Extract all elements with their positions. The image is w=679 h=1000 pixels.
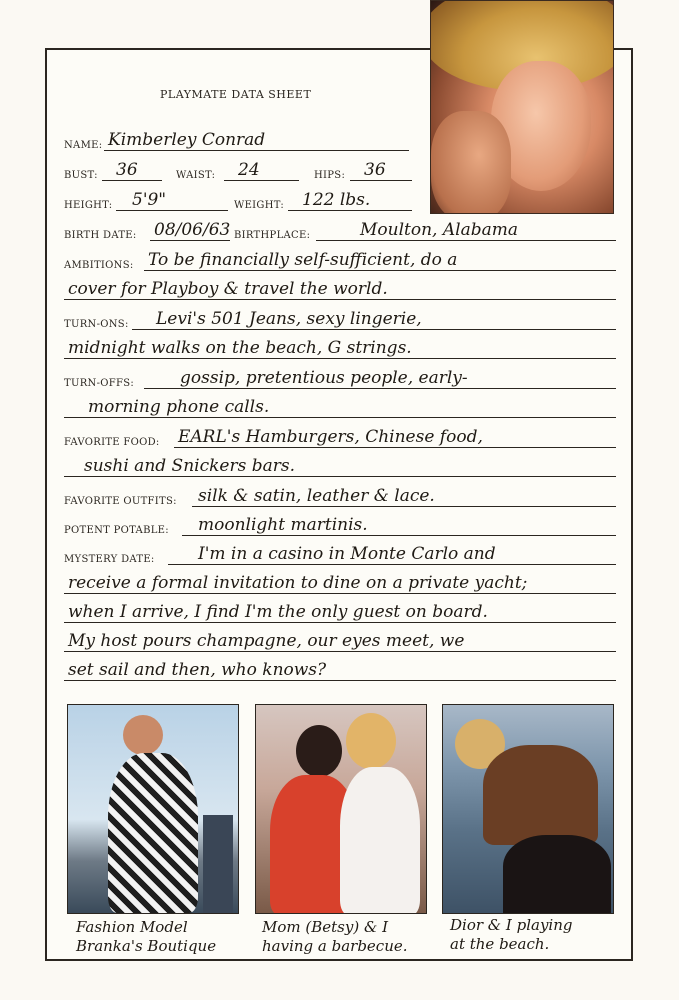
photo-fashion-model <box>67 704 239 914</box>
turn-ons-row <box>64 305 615 333</box>
caption-photo-2 <box>262 918 408 956</box>
mystery-date-row <box>64 540 615 568</box>
mystery-date-line-2: receive a formal invitation to dine on a private yacht; <box>64 573 616 594</box>
bust-value: 36 <box>102 160 162 181</box>
turn-ons-line-1: Levi's 501 Jeans, sexy lingerie, <box>132 309 616 330</box>
turn-offs-row <box>64 364 615 392</box>
mystery-date-line-4: My host pours champagne, our eyes meet, we <box>64 631 616 652</box>
mystery-date-row-5 <box>64 656 616 684</box>
name-row <box>64 126 615 154</box>
caption-2-line-2: having a barbecue. <box>262 937 408 955</box>
photo2-daughter-head <box>346 713 396 769</box>
measurements-row <box>64 156 615 184</box>
mystery-date-label: MYSTERY DATE: <box>64 554 155 565</box>
mystery-date-row-4 <box>64 627 616 655</box>
ambitions-line-2: cover for Playboy & travel the world. <box>64 279 616 300</box>
photo1-dress <box>108 753 198 913</box>
photo3-dog <box>503 835 611 913</box>
favorite-food-line-2: sushi and Snickers bars. <box>64 456 616 477</box>
favorite-food-row-2 <box>64 452 616 480</box>
caption-3-line-2: at the beach. <box>450 935 550 953</box>
photo2-mom-head <box>296 725 342 777</box>
turn-ons-row-2 <box>64 334 616 362</box>
mystery-date-line-1: I'm in a casino in Monte Carlo and <box>168 544 616 565</box>
birth-date-label: BIRTH DATE: <box>64 230 137 241</box>
photo1-building <box>203 815 233 914</box>
hips-value: 36 <box>350 160 412 181</box>
mystery-date-row-2 <box>64 569 616 597</box>
birth-date-value: 08/06/63 <box>150 220 230 241</box>
ambitions-row-2 <box>64 275 616 303</box>
ambitions-row <box>64 246 615 274</box>
birthplace-label: BIRTHPLACE: <box>234 230 311 241</box>
caption-2-line-1: Mom (Betsy) & I <box>262 918 388 936</box>
caption-photo-1 <box>76 918 216 956</box>
photo-dior-beach <box>442 704 614 914</box>
height-weight-row <box>64 186 615 214</box>
caption-1-line-2: Branka's Boutique <box>76 937 217 955</box>
sheet-title: PLAYMATE DATA SHEET <box>160 88 312 101</box>
waist-value: 24 <box>224 160 299 181</box>
weight-label: WEIGHT: <box>234 200 285 211</box>
caption-3-line-1: Dior & I playing <box>450 916 573 934</box>
height-label: HEIGHT: <box>64 200 113 211</box>
birthplace-value: Moulton, Alabama <box>316 220 616 241</box>
photo3-jacket <box>483 745 598 845</box>
turn-offs-row-2 <box>64 393 616 421</box>
potent-potable-value: moonlight martinis. <box>182 515 616 536</box>
turn-offs-line-1: gossip, pretentious people, early- <box>144 368 616 389</box>
turn-ons-line-2: midnight walks on the beach, G strings. <box>64 338 616 359</box>
turn-offs-line-2: morning phone calls. <box>64 397 616 418</box>
bust-label: BUST: <box>64 170 98 181</box>
favorite-food-row <box>64 423 615 451</box>
potent-potable-label: POTENT POTABLE: <box>64 525 169 536</box>
photo2-daughter-shirt <box>340 767 420 914</box>
favorite-food-label: FAVORITE FOOD: <box>64 437 160 448</box>
photo-mom-barbecue <box>255 704 427 914</box>
ambitions-label: AMBITIONS: <box>64 260 134 271</box>
caption-photo-3 <box>450 916 572 954</box>
mystery-date-line-5: set sail and then, who knows? <box>64 660 616 681</box>
waist-label: WAIST: <box>176 170 216 181</box>
turn-ons-label: TURN-ONS: <box>64 319 129 330</box>
turn-offs-label: TURN-OFFS: <box>64 378 135 389</box>
favorite-outfits-row <box>64 482 615 510</box>
mystery-date-line-3: when I arrive, I find I'm the only guest on board. <box>64 602 616 623</box>
height-value: 5'9" <box>116 190 228 211</box>
ambitions-line-1: To be financially self-sufficient, do a <box>144 250 616 271</box>
favorite-outfits-value: silk & satin, leather & lace. <box>192 486 616 507</box>
mystery-date-row-3 <box>64 598 616 626</box>
favorite-food-line-1: EARL's Hamburgers, Chinese food, <box>174 427 616 448</box>
hips-label: HIPS: <box>314 170 346 181</box>
caption-1-line-1: Fashion Model <box>76 918 188 936</box>
weight-value: 122 lbs. <box>288 190 412 211</box>
potent-potable-row <box>64 511 615 539</box>
favorite-outfits-label: FAVORITE OUTFITS: <box>64 496 177 507</box>
name-label: NAME: <box>64 140 103 151</box>
birth-row <box>64 216 615 244</box>
photo1-head <box>123 715 163 755</box>
name-value: Kimberley Conrad <box>104 130 409 151</box>
